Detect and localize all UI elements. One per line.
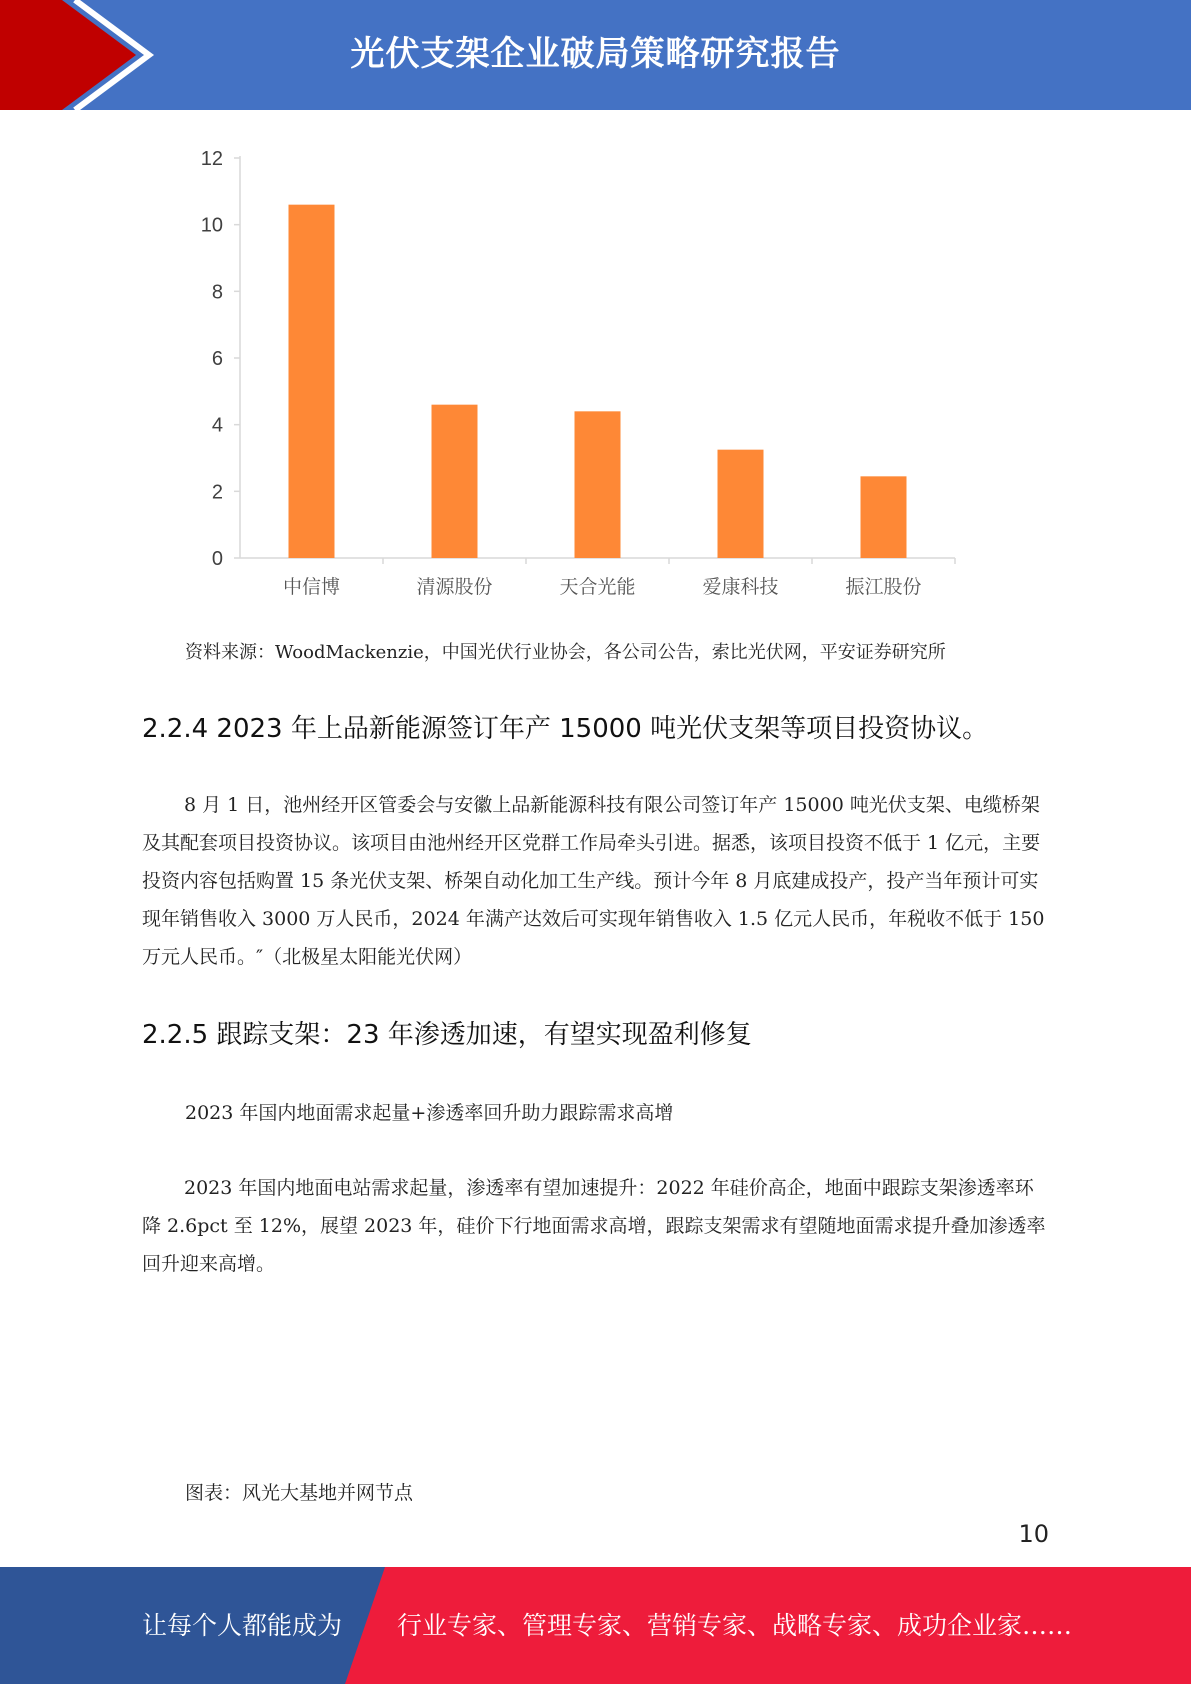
page-header (0, 0, 1191, 110)
section-2-2-4-paragraph-text: 8 月 1 日，池州经开区管委会与安徽上品新能源科技有限公司签订年产 15000 吨光伏支架、电缆桥架及其配套项目投资协议。该项目由池州经开区党群工作局牵头引进。据悉，该项目投资不低于 1 亿元，主要投资内容包括购置 15 条光伏支架、桥架自动化加工生产线。预计今年 8 月底建成投产，投产当年预计可实现年销售收入 3000 万人民币，2024 年满产达效后可实现年销售收入 1.5 亿元人民币，年税收不低于 150 万元人民币。″（北极星太阳能光伏网） (142, 794, 1045, 968)
y-tick-label: 12 (200, 148, 223, 170)
y-tick-label: 8 (211, 281, 223, 304)
chart-source-note: 资料来源：WoodMackenzie，中国光伏行业协会，各公司公告，索比光伏网，平安证券研究所 (185, 642, 946, 663)
section-2-2-5-subheading: 2023 年国内地面需求起量+渗透率回升助力跟踪需求高增 (185, 1102, 674, 1124)
bar-chart-svg (170, 130, 970, 610)
y-tick-label: 6 (211, 348, 223, 370)
page-footer (0, 1567, 1191, 1684)
bar (289, 205, 335, 558)
y-tick-label: 2 (211, 481, 223, 504)
bar (432, 405, 478, 558)
header-title: 光伏支架企业破局策略研究报告 (350, 34, 841, 74)
x-category-label: 爱康科技 (702, 576, 779, 598)
y-tick-label: 0 (211, 548, 223, 570)
y-tick-label: 10 (200, 214, 223, 237)
bar-chart (170, 130, 970, 610)
section-2-2-4-heading: 2.2.4 2023 年上品新能源签订年产 15000 吨光伏支架等项目投资协议。 (142, 714, 989, 744)
footer-slogan-right: 行业专家、管理专家、营销专家、战略专家、成功企业家…… (397, 1611, 1073, 1640)
y-tick-label: 4 (211, 414, 223, 437)
section-2-2-5-paragraph (142, 1169, 1052, 1283)
x-category-label: 中信博 (282, 576, 341, 598)
bar (575, 411, 621, 558)
bar (718, 450, 764, 558)
x-category-label: 天合光能 (559, 576, 636, 598)
section-2-2-5-paragraph-text: 2023 年国内地面电站需求起量，渗透率有望加速提升：2022 年硅价高企，地面中跟踪支架渗透率环降 2.6pct 至 12%，展望 2023 年，硅价下行地面需求高增，跟踪支架需求有望随地面需求提升叠加渗透率回升迎来高增。 (142, 1177, 1046, 1275)
x-category-label: 清源股份 (416, 576, 493, 598)
page-number: 10 (1018, 1520, 1049, 1548)
figure-caption: 图表：风光大基地并网节点 (185, 1482, 414, 1504)
x-category-label: 振江股份 (845, 576, 922, 598)
section-2-2-5-heading: 2.2.5 跟踪支架：23 年渗透加速，有望实现盈利修复 (142, 1020, 752, 1050)
footer-slogan-left: 让每个人都能成为 (142, 1611, 343, 1640)
bar (861, 476, 907, 558)
section-2-2-4-paragraph (142, 786, 1052, 976)
